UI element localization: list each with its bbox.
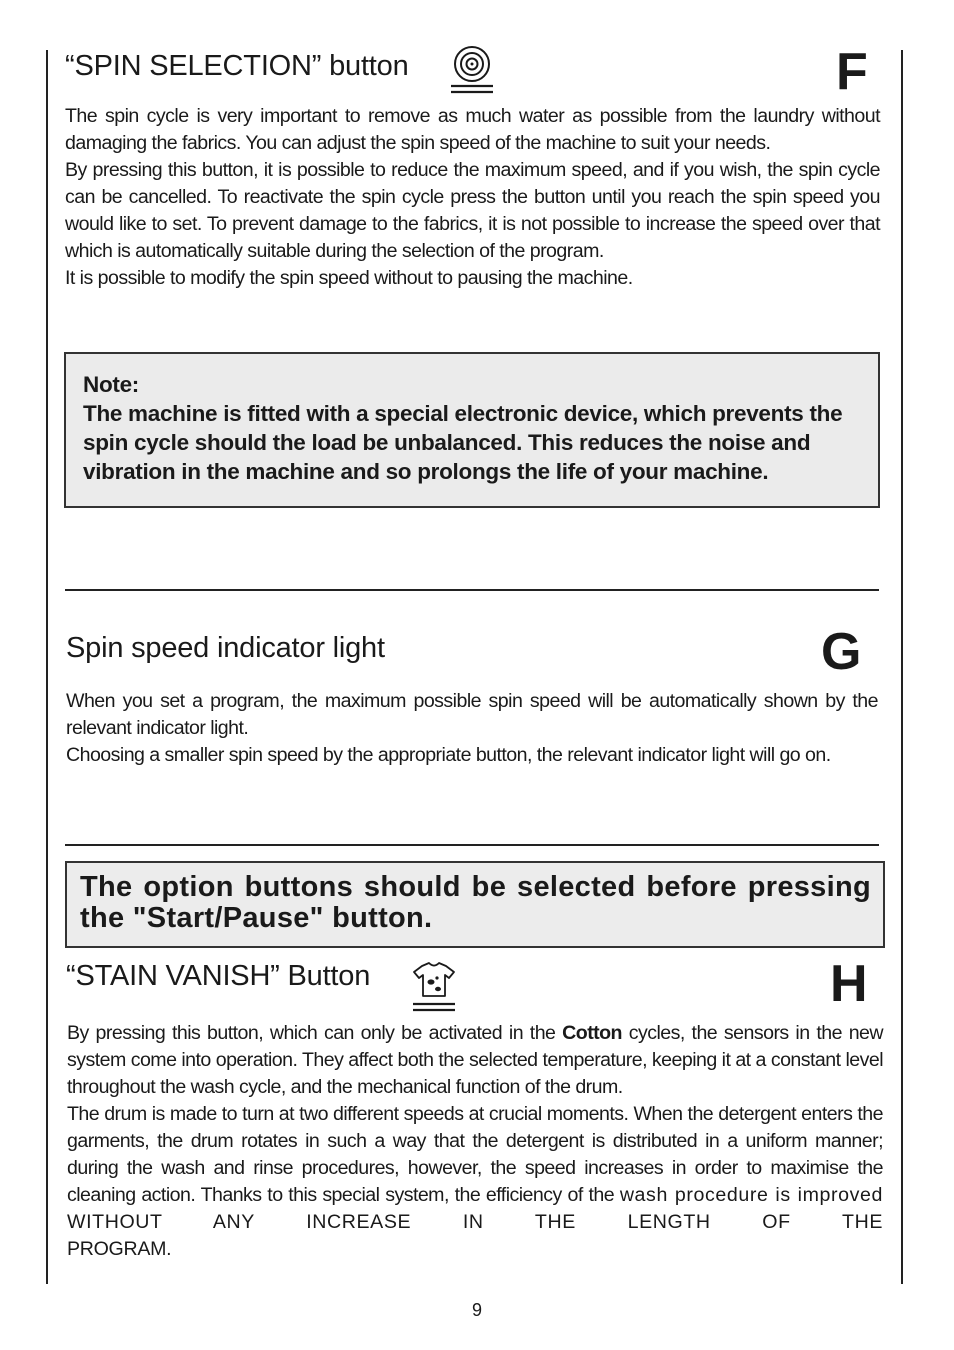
stain-vanish-heading: “STAIN VANISH” Button <box>66 960 371 992</box>
paragraph: Choosing a smaller spin speed by the appropriate button, the relevant indicator light will go on. <box>66 744 831 766</box>
note-box <box>64 352 880 508</box>
spin-selection-heading: “SPIN SELECTION” button <box>65 50 409 82</box>
text-run: The drum is made to turn at two different speeds at crucial moments. When the detergent enters the garments, the drum rotates in such a way that the detergent is distributed in a uniform manner; during the wash and rinse procedures, however, the speed increases in order to maximise the cleaning action. Thanks to this special system, the efficiency of the <box>67 1103 883 1206</box>
paragraph: The spin cycle is very important to remove as much water as possible from the laundry without damaging the fabrics. You can adjust the spin speed of the machine to suit your needs. <box>65 105 880 154</box>
paragraph <box>67 1101 883 1236</box>
spin-speed-indicator-heading: Spin speed indicator light <box>66 632 385 664</box>
spin-spiral-icon <box>448 40 496 96</box>
section-letter-g: G <box>821 623 862 681</box>
note-title: Note: <box>83 372 139 397</box>
stained-shirt-icon <box>410 960 458 1016</box>
cotton-emphasis: Cotton <box>562 1022 622 1044</box>
text-run: cycles, the sensors in the new system come into operation. They affect both the selected temperature, keeping it at a constant level throughout the wash cycle, and the mechanical function of the drum. <box>67 1022 883 1098</box>
text-run: wash procedure is improved WITHOUT ANY INCREASE IN THE LENGTH OF THE <box>67 1184 883 1233</box>
page-number: 9 <box>471 1300 482 1320</box>
option-notice-text: The option buttons should be selected before pressing the "Start/Pause" button. <box>80 871 871 934</box>
spin-speed-indicator-body <box>66 688 878 769</box>
option-notice-box <box>65 861 885 948</box>
section-letter-f: F <box>836 43 868 101</box>
paragraph: By pressing this button, it is possible to reduce the maximum speed, and if you wish, the spin cycle can be cancelled. To reactivate the spin cycle press the button until you reach the spin speed you would like to set. To prevent damage to the fabrics, it is not possible to increase the speed over that which is automatically suitable during the selection of the program. <box>65 159 880 262</box>
section-letter-h: H <box>830 955 868 1013</box>
section-divider <box>65 844 879 846</box>
text-run: By pressing this button, which can only be activated in the <box>67 1022 563 1044</box>
paragraph: When you set a program, the maximum possible spin speed will be automatically shown by the relevant indicator light. <box>66 690 878 739</box>
left-margin-rule <box>46 50 48 1284</box>
paragraph: It is possible to modify the spin speed without to pausing the machine. <box>65 267 633 289</box>
paragraph <box>67 1020 883 1101</box>
note-text: The machine is fitted with a special electronic device, which prevents the spin cycle should the load be unbalanced. This reduces the noise and vibration in the machine and so prolongs the life of your machine. <box>83 401 843 484</box>
spin-selection-body <box>65 103 880 292</box>
section-divider <box>65 589 879 591</box>
paragraph: PROGRAM. <box>67 1238 172 1260</box>
right-margin-rule <box>901 50 903 1284</box>
stain-vanish-body <box>67 1020 883 1263</box>
